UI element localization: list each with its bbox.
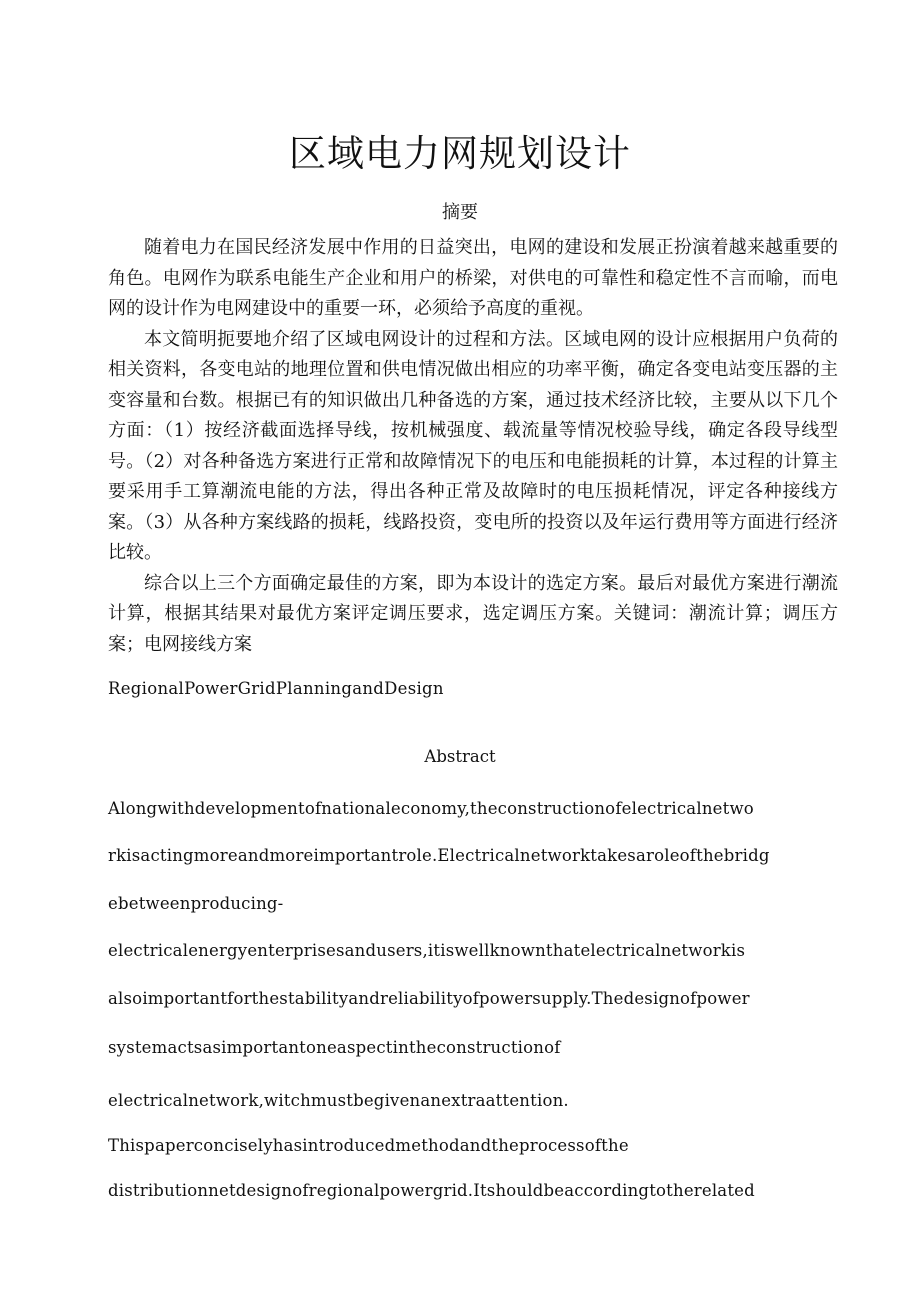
english-title: RegionalPowerGridPlanningandDesign — [108, 679, 444, 698]
english-abstract-line: ebetweenproducing- — [108, 894, 284, 913]
english-abstract-line: Alongwithdevelopmentofnationaleconomy,theconstructionofelectricalnetwo — [108, 799, 754, 818]
chinese-paragraph-2: 本文简明扼要地介绍了区域电网设计的过程和方法。区域电网的设计应根据用户负荷的相关资料，各变电站的地理位置和供电情况做出相应的功率平衡，确定各变电站变压器的主变容量和台数。根据已有的知识做出几种备选的方案，通过技术经济比较，主要从以下几个方面：（1）按经济截面选择导线，按机械强度、载流量等情况校验导线，确定各段导线型号。（2）对各种备选方案进行正常和故障情况下的电压和电能损耗的计算，本过程的计算主要采用手工算潮流电能的方法，得出各种正常及故障时的电压损耗情况，评定各种接线方案。（3）从各种方案线路的损耗，线路投资，变电所的投资以及年运行费用等方面进行经济比较。 — [108, 328, 838, 563]
english-abstract-line: Thispaperconciselyhasintroducedmethodandtheprocessofthe — [108, 1136, 629, 1155]
english-abstract-line: electricalenergyenterprisesandusers,itiswellknownthatelectricalnetworkis — [108, 941, 746, 960]
chinese-abstract-body — [108, 233, 838, 660]
english-abstract-line: rkisactingmoreandmoreimportantrole.Electricalnetworktakesaroleofthebridg — [108, 846, 770, 865]
abstract-heading-chinese: 摘要 — [442, 202, 478, 223]
english-abstract-line: distributionnetdesignofregionalpowergrid.Itshouldbeaccordingtotherelated — [108, 1181, 755, 1200]
english-abstract-line: alsoimportantforthestabilityandreliabilityofpowersupply.Thedesignofpower — [108, 989, 750, 1008]
english-abstract-line: systemactsasimportantoneaspectintheconstructionof — [108, 1038, 561, 1057]
document-title: 区域电力网规划设计 — [289, 132, 631, 175]
english-abstract-line: electricalnetwork,witchmustbegivenanextraattention. — [108, 1091, 569, 1110]
chinese-paragraph-1: 随着电力在国民经济发展中作用的日益突出，电网的建设和发展正扮演着越来越重要的角色。电网作为联系电能生产企业和用户的桥梁，对供电的可靠性和稳定性不言而喻，而电网的设计作为电网建设中的重要一环，必须给予高度的重视。 — [108, 237, 838, 319]
abstract-heading-english: Abstract — [424, 747, 496, 766]
chinese-paragraph-3: 综合以上三个方面确定最佳的方案，即为本设计的选定方案。最后对最优方案进行潮流计算，根据其结果对最优方案评定调压要求，选定调压方案。关键词：潮流计算；调压方案；电网接线方案 — [108, 572, 838, 655]
